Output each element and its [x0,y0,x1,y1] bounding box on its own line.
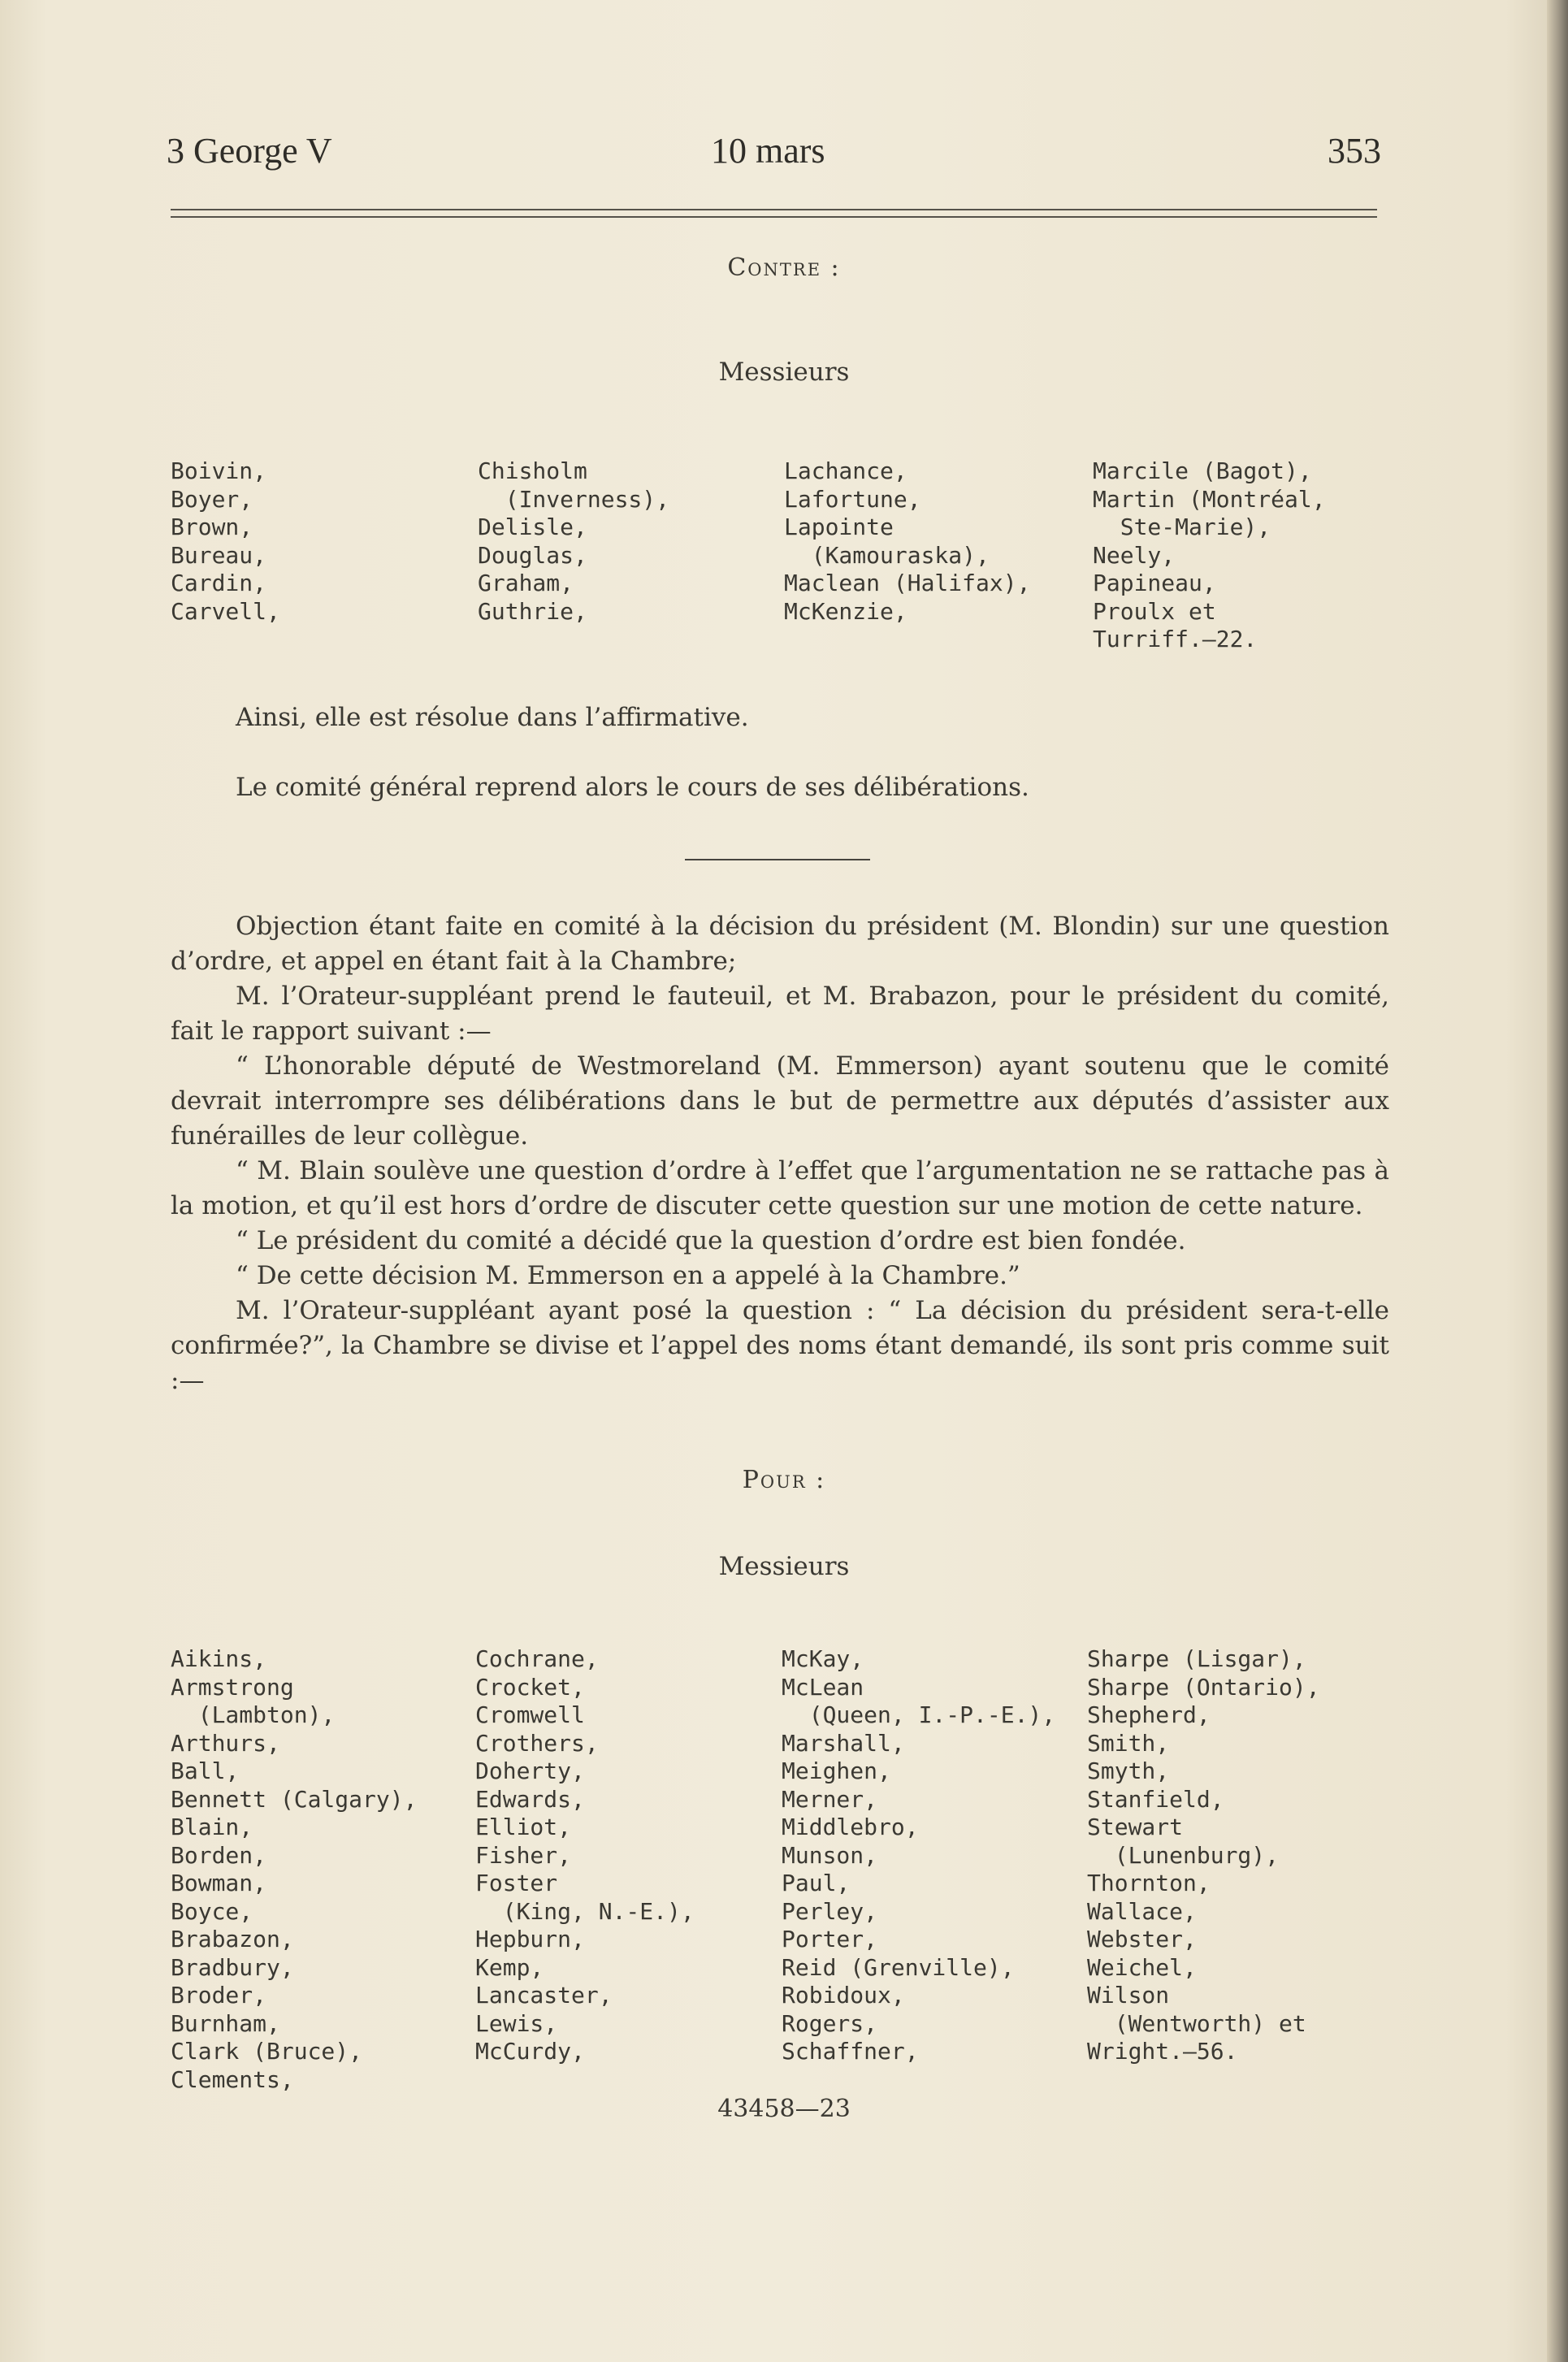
member-name: Cromwell [475,1701,585,1728]
member-name: Wallace, [1087,1897,1197,1925]
member-name: Lafortune, [784,485,921,513]
member-name: Carvell, [171,597,280,625]
member-name: Brabazon, [171,1926,294,1952]
member-name: Boyer, [171,485,253,513]
page-edge [1547,0,1568,2362]
pour-column-2 [475,1645,695,2066]
member-name: Lancaster, [475,1982,613,2009]
member-name: Bowman, [171,1870,267,1896]
body-paragraph: M. l’Orateur-suppléant ayant posé la question : “ La décision du président sera-t-elle confirmée?”, la Chambre se divise et l’appel des noms étant demandé, ils sont pris comme suit :— [171,1296,1389,1395]
member-name: Foster [475,1870,558,1896]
member-name: (Inverness), [478,485,670,513]
member-name: Wright.—56. [1087,2038,1238,2065]
member-name: Aikins, [171,1645,267,1672]
member-name: McLean [782,1673,864,1701]
member-name: Fisher, [475,1841,572,1869]
member-name: Marshall, [782,1729,905,1757]
member-name: Munson, [782,1841,878,1869]
contre-column-1 [171,457,280,626]
member-name: Martin (Montréal, [1093,485,1326,513]
member-name: Bennett (Calgary), [171,1785,418,1813]
member-name: Cochrane, [475,1645,599,1672]
member-name: Thornton, [1087,1870,1211,1896]
pour-messieurs: Messieurs [718,1552,850,1581]
member-name: Brown, [171,514,253,540]
signature-mark: 43458—23 [717,2095,851,2123]
member-name: Merner, [782,1785,878,1813]
member-name: Broder, [171,1982,267,2009]
member-name: Meighen, [782,1757,891,1784]
body-paragraph: M. l’Orateur-suppléant prend le fauteuil, et M. Brabazon, pour le président du comité, fait le rapport suivant :— [171,982,1389,1046]
member-name: Middlebro, [782,1814,919,1840]
member-name: (Lunenburg), [1087,1841,1280,1869]
member-name: Marcile (Bagot), [1093,457,1312,484]
body-text [171,909,1389,1398]
member-name: Douglas, [478,541,587,569]
member-name: Turriff.—22. [1093,626,1258,652]
member-name: Ste-Marie), [1093,514,1271,540]
contre-messieurs: Messieurs [718,358,850,387]
member-name: Burnham, [171,2009,280,2037]
pour-column-3 [782,1645,1055,2066]
member-name: Robidoux, [782,1982,905,2009]
page-number: 353 [1328,131,1381,171]
member-name: Smyth, [1087,1757,1170,1784]
running-header [167,130,1381,179]
member-name: McCurdy, [475,2038,585,2065]
resolution-paragraph [171,700,1389,735]
member-name: Proulx et [1093,597,1216,625]
member-name: Neely, [1093,541,1176,569]
member-name: Borden, [171,1841,267,1869]
member-name: Delisle, [478,514,587,540]
contre-column-2 [478,457,669,626]
member-name: Bureau, [171,541,267,569]
member-name: Reid (Grenville), [782,1953,1015,1981]
member-name: Crocket, [475,1673,585,1701]
pour-column-4 [1087,1645,1320,2066]
body-paragraph: “ M. Blain soulève une question d’ordre à l’effet que l’argumentation ne se rattache pas à la motion, et qu’il est hors d’ordre de discuter cette question sur une motion de cette nature. [171,1156,1389,1220]
header-session: 3 George V [167,131,332,171]
resolution-text: Ainsi, elle est résolue dans l’affirmative. [236,703,749,732]
member-name: Weichel, [1087,1953,1197,1981]
member-name: Doherty, [475,1757,585,1784]
member-name: Rogers, [782,2009,878,2037]
member-name: Stewart [1087,1814,1184,1840]
member-name: Bradbury, [171,1953,294,1981]
member-name: (Wentworth) et [1087,2009,1306,2037]
body-paragraph: “ L’honorable député de Westmoreland (M. Emmerson) ayant soutenu que le comité devrait interrompre ses délibérations dans le but de permettre aux députés d’assister aux funérailles de leur collègue. [171,1051,1389,1151]
contre-heading: Contre : [727,254,841,282]
member-name: Webster, [1087,1926,1197,1952]
member-name: Paul, [782,1870,851,1896]
section-divider [685,859,870,860]
body-paragraph: “ Le président du comité a décidé que la question d’ordre est bien fondée. [236,1226,1186,1255]
member-name: Guthrie, [478,597,587,625]
member-name: Sharpe (Ontario), [1087,1673,1320,1701]
member-name: Shepherd, [1087,1701,1211,1728]
member-name: Elliot, [475,1814,572,1840]
body-paragraph: Objection étant faite en comité à la décision du président (M. Blondin) sur une question d’ordre, et appel en étant fait à la Chambre; [171,912,1389,976]
member-name: Lapointe [784,514,894,540]
member-name: Smith, [1087,1729,1170,1757]
member-name: Ball, [171,1757,240,1784]
member-name: Graham, [478,570,574,596]
header-rule-bottom [171,216,1377,218]
member-name: Schaffner, [782,2038,919,2065]
member-name: Boivin, [171,457,267,484]
member-name: Kemp, [475,1953,544,1981]
member-name: Perley, [782,1897,878,1925]
member-name: McKay, [782,1645,864,1672]
member-name: Clements, [171,2065,294,2093]
member-name: Lachance, [784,457,907,484]
committee-paragraph [171,770,1389,805]
committee-text: Le comité général reprend alors le cours de ses délibérations. [236,773,1029,802]
member-name: McKenzie, [784,597,907,625]
contre-column-3 [784,457,1030,626]
member-name: Wilson [1087,1982,1170,2009]
member-name: Cardin, [171,570,267,596]
member-name: Sharpe (Lisgar), [1087,1645,1306,1672]
member-name: Stanfield, [1087,1785,1224,1813]
body-paragraph: “ De cette décision M. Emmerson en a appelé à la Chambre.” [236,1261,1020,1290]
member-name: Clark (Bruce), [171,2038,363,2065]
member-name: Edwards, [475,1785,585,1813]
member-name: (Kamouraska), [784,541,990,569]
member-name: Porter, [782,1926,878,1952]
member-name: Armstrong [171,1673,294,1701]
header-rule-top [171,209,1377,210]
member-name: Chisholm [478,457,587,484]
member-name: Blain, [171,1814,253,1840]
member-name: Papineau, [1093,570,1216,596]
member-name: (Queen, I.-P.-E.), [782,1701,1056,1728]
header-date: 10 mars [711,131,825,171]
pour-heading: Pour : [742,1466,826,1494]
member-name: Hepburn, [475,1926,585,1952]
member-name: Crothers, [475,1729,599,1757]
member-name: Boyce, [171,1897,253,1925]
contre-column-4 [1093,457,1326,654]
member-name: (Lambton), [171,1701,336,1728]
member-name: Lewis, [475,2009,558,2037]
member-name: Maclean (Halifax), [784,570,1031,596]
member-name: Arthurs, [171,1729,280,1757]
member-name: (King, N.-E.), [475,1897,695,1925]
pour-column-1 [171,1645,417,2094]
